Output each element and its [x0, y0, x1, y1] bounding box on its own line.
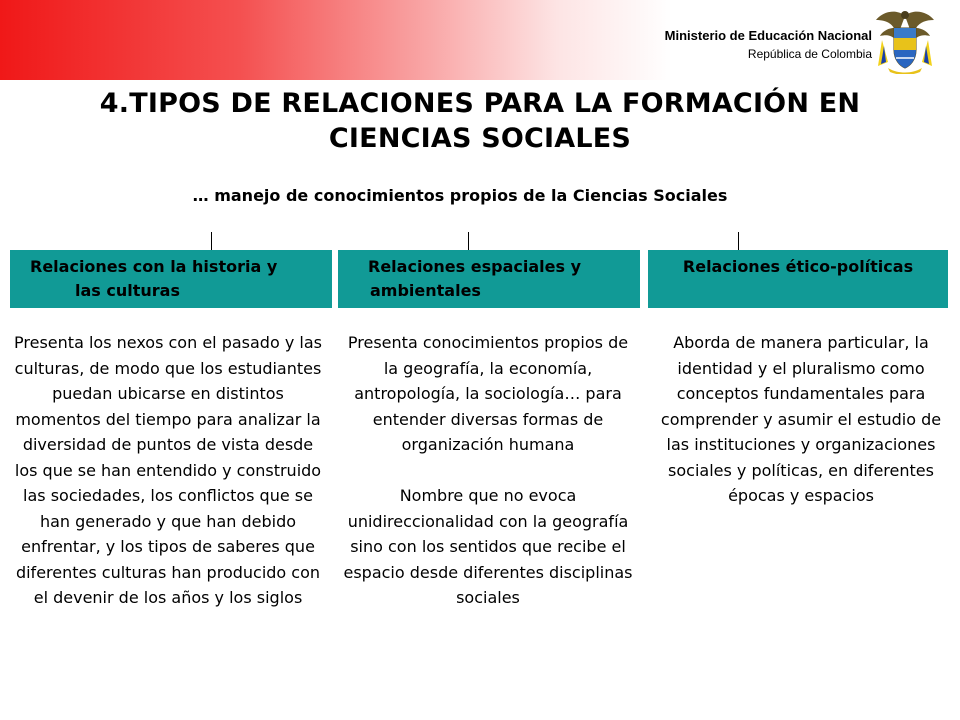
column-paragraph: Presenta conocimientos propios de la geografía, la economía, antropología, la sociología… para entender diversas formas de organización humana — [347, 333, 629, 454]
heading-line: ambientales — [370, 281, 481, 300]
page-title-line: CIENCIAS SOCIALES — [328, 123, 632, 154]
page-title — [40, 86, 920, 156]
heading-box-history — [10, 250, 332, 308]
ministry-label — [665, 26, 872, 64]
heading-line: Relaciones espaciales y — [368, 257, 581, 276]
page-subtitle: … manejo de conocimientos propios de la Ciencias Sociales — [192, 186, 728, 205]
connector-tick — [738, 232, 739, 250]
heading-box-spatial — [338, 250, 640, 308]
ministry-name: Ministerio de Educación Nacional — [664, 28, 872, 43]
coat-of-arms-icon — [874, 6, 936, 74]
column-text-ethical — [660, 330, 942, 509]
country-name: República de Colombia — [747, 47, 872, 61]
column-text-history — [14, 330, 322, 611]
column-paragraph: Presenta los nexos con el pasado y las culturas, de modo que los estudiantes puedan ubicarse en distintos momentos del tiempo para analizar la diversidad de puntos de vista desde los que se han entendido y construido las sociedades, los conflictos que se han generado y que han debido enfrentar, y los tipos de saberes que diferentes culturas han producido con el devenir de los años y los siglos — [14, 333, 322, 607]
column-paragraph: Nombre que no evoca unidireccionalidad con la geografía sino con los sentidos que recibe el espacio desde diferentes disciplinas sociales — [343, 486, 633, 607]
column-text-spatial — [342, 330, 634, 611]
heading-line: las culturas — [75, 281, 180, 300]
heading-line: Relaciones con la historia y — [30, 257, 278, 276]
heading-line: Relaciones ético-políticas — [682, 257, 914, 276]
heading-box-ethical — [648, 250, 948, 308]
column-paragraph: Aborda de manera particular, la identidad y el pluralismo como conceptos fundamentales para comprender y asumir el estudio de las instituciones y organizaciones sociales y políticas, en diferentes épocas y espacios — [660, 333, 942, 505]
connector-tick — [211, 232, 212, 250]
page-title-line: 4.TIPOS DE RELACIONES PARA LA FORMACIÓN EN — [99, 88, 861, 119]
connector-tick — [468, 232, 469, 250]
